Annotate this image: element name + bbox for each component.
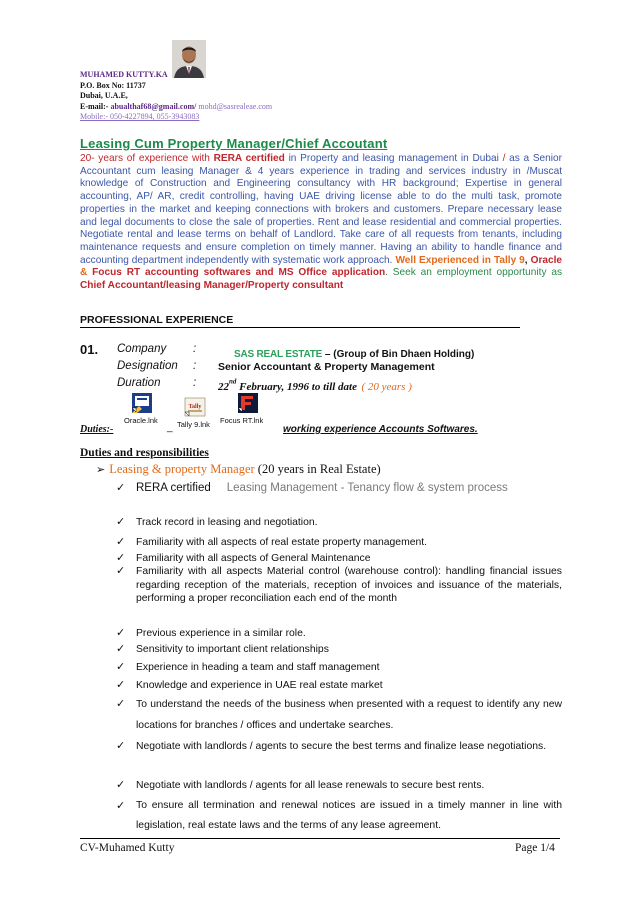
designation-value: Senior Accountant & Property Management bbox=[218, 361, 435, 373]
company-name: SAS REAL ESTATE bbox=[234, 349, 323, 360]
duration-label: Duration bbox=[117, 377, 161, 389]
summary-paragraph bbox=[80, 153, 562, 293]
footer-page-number: Page 1/4 bbox=[515, 842, 555, 854]
focus-highlight: Focus RT accounting softwares and MS Office application bbox=[92, 267, 386, 279]
bullet-text: Negotiate with landlords / agents for all lease renewals to secure best rents. bbox=[136, 780, 485, 791]
duties-label: Duties:- bbox=[80, 424, 114, 435]
company-value bbox=[234, 344, 474, 362]
alt-email-link[interactable]: mohd@sasrealeae.com bbox=[198, 101, 273, 111]
designation-label: Designation bbox=[117, 360, 178, 372]
check-icon: ✓ bbox=[116, 679, 126, 691]
bullet-text: To understand the needs of the business when presented with a request to identify any new locations for branches / offices and undertake searches. bbox=[136, 699, 562, 731]
check-icon: ✓ bbox=[116, 800, 126, 812]
oracle-shortcut[interactable] bbox=[131, 392, 153, 419]
summary-amp: & bbox=[80, 267, 93, 279]
list-item bbox=[116, 678, 562, 693]
experience-number: 01. bbox=[80, 342, 99, 357]
svg-text:Tally: Tally bbox=[188, 404, 202, 410]
bullet-text: Experience in heading a team and staff management bbox=[136, 662, 380, 673]
company-label: Company bbox=[117, 343, 167, 355]
bullet-text: To ensure all termination and renewal notices are issued in a timely manner in line with legislation, real estate laws and the terms of any lease agreement. bbox=[136, 800, 562, 831]
bullet-text: Familiarity with all aspects of real estate property management. bbox=[136, 537, 428, 548]
bullet-text: Track record in leasing and negotiation. bbox=[136, 517, 318, 528]
summary-slash: / bbox=[502, 153, 506, 164]
email-link[interactable]: abualthaf68@gmail.com bbox=[110, 101, 195, 111]
list-item bbox=[116, 736, 562, 757]
bullet-text: Familiarity with all aspects of General Maintenance bbox=[136, 553, 371, 564]
candidate-name: MUHAMED KUTTY.KA bbox=[80, 70, 168, 79]
summary-text-3: as a Senior Accountant cum leasing Manager & 4 years experience in trading and services industry in /Muscat knowledge of Construction and Engineering consultancy with HR background; Expertise in general accounting, AP/ AR, credit controlling, having UAE driving license able to do the multi task, promote properties in the market and keeping connections with brokers and customers. Prepare necessary lease and legal documents to close the sale of properties. Rent and lease residential and commercial properties. Negotiate rental and lease terms on behalf of Landlord. Take care of all requests from tenants, including maintenance requests and ensure completion on timely manner. Having an ability to handle finance and accounting department independently with systematic work approach. bbox=[80, 153, 562, 266]
summary-text-1: 20- years of experience with bbox=[80, 153, 214, 164]
email-line bbox=[80, 102, 272, 113]
working-experience-text: working experience Accounts Softwares. bbox=[283, 424, 478, 435]
list-item bbox=[116, 565, 562, 606]
duties-underscore: _ bbox=[167, 422, 173, 433]
footer-author: CV-Muhamed Kutty bbox=[80, 842, 175, 854]
po-box: P.O. Box No: 11737 bbox=[80, 80, 146, 90]
check-icon: ✓ bbox=[116, 627, 126, 639]
oracle-shortcut-label: Oracle.lnk bbox=[124, 416, 158, 425]
focus-shortcut[interactable] bbox=[237, 392, 259, 419]
bullet-text: Knowledge and experience in UAE real estate market bbox=[136, 680, 383, 691]
duration-sup: nd bbox=[229, 377, 237, 386]
list-item bbox=[116, 551, 562, 566]
list-item bbox=[116, 660, 562, 675]
oracle-icon bbox=[131, 392, 153, 414]
focus-icon bbox=[237, 392, 259, 414]
email-separator: / bbox=[194, 101, 197, 111]
check-icon: ✓ bbox=[116, 740, 126, 752]
professional-experience-heading: PROFESSIONAL EXPERIENCE bbox=[80, 314, 520, 328]
summary-comma: , bbox=[524, 254, 531, 266]
company-group: – (Group of Bin Dhaen Holding) bbox=[322, 349, 475, 360]
list-item bbox=[116, 642, 562, 657]
list-item bbox=[116, 778, 562, 793]
duration-day: 22 bbox=[218, 381, 229, 393]
oracle-highlight: Oracle bbox=[530, 254, 563, 266]
summary-text-2: in Property and leasing management in Dubai bbox=[284, 153, 503, 164]
mobile-numbers: Mobile:- 050-4227894, 055-3943083 bbox=[80, 112, 200, 121]
tally-shortcut[interactable] bbox=[184, 396, 206, 423]
email-label: E-mail:- bbox=[80, 101, 109, 111]
check-icon: ✓ bbox=[116, 552, 126, 564]
list-item bbox=[116, 626, 562, 641]
list-item bbox=[116, 694, 562, 736]
check-icon: ✓ bbox=[116, 516, 126, 528]
arrow-bullet-icon: ➢ bbox=[96, 464, 106, 476]
check-icon: ✓ bbox=[116, 565, 126, 577]
duration-text: February, 1996 to till date bbox=[236, 381, 357, 393]
check-icon: ✓ bbox=[116, 643, 126, 655]
list-item bbox=[116, 535, 562, 550]
bullet-rera: RERA certified bbox=[136, 482, 211, 494]
check-icon: ✓ bbox=[116, 779, 126, 791]
tally-shortcut-label: Tally 9.lnk bbox=[177, 420, 210, 429]
check-icon: ✓ bbox=[116, 661, 126, 673]
company-colon: : bbox=[193, 343, 197, 355]
check-icon: ✓ bbox=[116, 482, 126, 494]
well-experienced-highlight: Well Experienced in Tally 9 bbox=[395, 254, 525, 266]
duration-colon: : bbox=[193, 377, 197, 389]
role-years: (20 years in Real Estate) bbox=[257, 462, 381, 476]
rera-highlight: RERA certified bbox=[213, 153, 285, 164]
list-item bbox=[116, 481, 562, 496]
contact-block bbox=[80, 70, 272, 123]
bullet-text: Previous experience in a similar role. bbox=[136, 628, 306, 639]
duration-years: ( 20 years ) bbox=[361, 381, 412, 393]
duties-heading: Duties and responsibilities bbox=[80, 447, 209, 459]
focus-shortcut-label: Focus RT.lnk bbox=[220, 416, 264, 425]
footer-divider bbox=[80, 838, 560, 839]
check-icon: ✓ bbox=[116, 698, 126, 710]
bullet-text: Sensitivity to important client relationships bbox=[136, 644, 329, 655]
role-title: Leasing & property Manager bbox=[109, 462, 255, 476]
bullet-text: Negotiate with landlords / agents to secure the best terms and finalize lease negotiations. bbox=[136, 741, 547, 752]
bullet-text: Familiarity with all aspects Material control (warehouse control): handling financial issues regarding reception of the materials, reception of invoices and issuance of the materials, performing a proper reconciliation each end of the month bbox=[136, 566, 562, 604]
role-subheading bbox=[96, 462, 381, 477]
tally-icon bbox=[184, 396, 206, 418]
resume-title: Leasing Cum Property Manager/Chief Accoutant bbox=[80, 136, 388, 151]
list-item bbox=[116, 796, 562, 836]
summary-text-4: . Seek an employment opportunity as bbox=[385, 267, 562, 279]
designation-colon: : bbox=[193, 360, 197, 372]
city: Dubai, U.A.E, bbox=[80, 91, 128, 100]
check-icon: ✓ bbox=[116, 536, 126, 548]
list-item bbox=[116, 515, 562, 530]
bullet-leasing-management: Leasing Management - Tenancy flow & system process bbox=[226, 482, 508, 494]
chief-accountant-highlight: Chief Accountant/leasing Manager/Property consultant bbox=[80, 280, 344, 292]
